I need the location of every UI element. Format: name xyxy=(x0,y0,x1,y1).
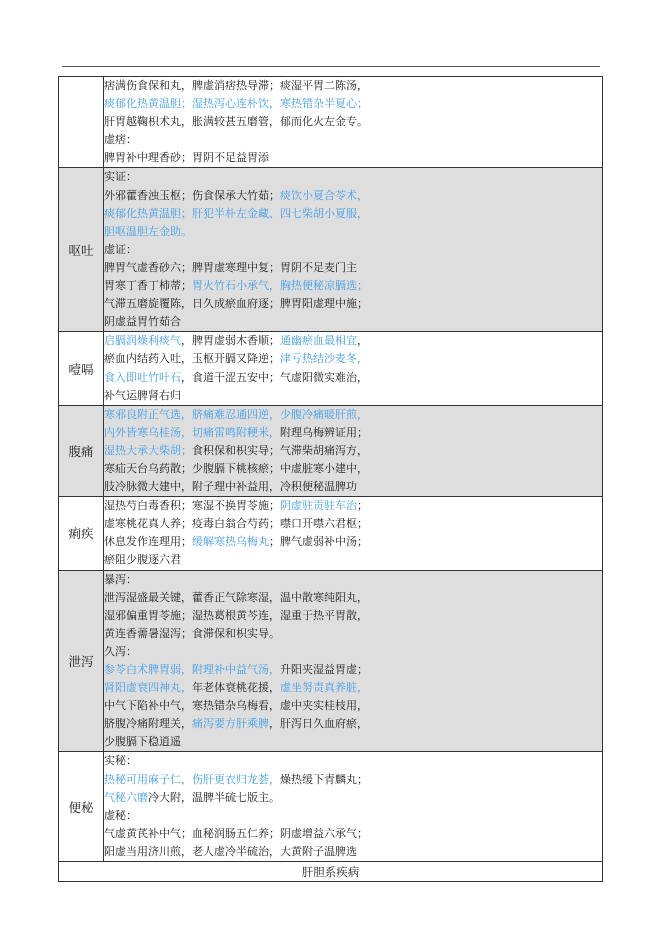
highlighted-segment: 气秘六磨 xyxy=(104,790,148,804)
text-segment: 痞满伤食保和丸，脾虚消痞热导滞；痰湿平胃二陈汤， xyxy=(104,79,368,92)
formula-content xyxy=(104,497,603,570)
text-segment: 燥热缓下青麟丸； xyxy=(280,772,368,786)
text-segment: 虚秘： xyxy=(104,808,137,822)
text-line xyxy=(104,607,602,625)
formula-content xyxy=(104,168,603,332)
text-line xyxy=(104,661,602,679)
text-line xyxy=(104,697,602,715)
text-segment: 阴虚益胃竹茹合 xyxy=(104,315,181,329)
highlighted-segment: 湿热大承大柴胡； xyxy=(104,443,192,457)
disease-label: 噎嗝 xyxy=(59,332,104,405)
text-line xyxy=(104,187,602,205)
text-segment: 气滞五磨旋覆陈，日久成瘀血府逐；脾胃阳虚理中施； xyxy=(104,297,368,311)
text-segment: 升阳夹湿益胃虚； xyxy=(280,663,368,676)
disease-label: 便秘 xyxy=(59,752,104,862)
highlighted-segment: 痛泻要方肝乘脾 xyxy=(192,717,269,731)
text-segment: 黄连香薷暑湿泻；食滞保和枳实导。 xyxy=(104,626,280,640)
text-line xyxy=(104,843,602,861)
text-segment: 脾胃补中理香砂；胃阴不足益胃添 xyxy=(104,151,269,165)
text-segment: 补气运脾肾右归 xyxy=(104,388,181,402)
highlighted-segment: 痰郁化热黄温胆；湿热泻心连朴饮，寒热错杂半夏心； xyxy=(104,97,368,111)
highlighted-segment: 痰饮小夏合苓术， xyxy=(280,188,368,202)
text-line xyxy=(104,825,602,843)
text-line xyxy=(104,533,602,551)
text-line xyxy=(104,679,602,697)
text-segment: 休息发作连理用； xyxy=(104,535,192,549)
text-line xyxy=(104,424,602,442)
formula-content xyxy=(104,405,603,496)
text-line xyxy=(104,715,602,733)
text-segment: 久泻： xyxy=(104,644,137,658)
disease-label xyxy=(59,77,104,168)
text-segment: 实秘： xyxy=(104,754,137,768)
text-line xyxy=(104,571,602,589)
text-segment: 食积保和枳实导；气滞柴胡痛泻方， xyxy=(192,443,368,457)
disease-label: 呕吐 xyxy=(59,168,104,332)
formula-table xyxy=(58,76,603,882)
text-line xyxy=(104,752,602,770)
text-segment: 肝胃越鞠枳术丸，胀满较甚五磨管，郁而化火左金专。 xyxy=(104,115,368,129)
text-line xyxy=(104,277,602,295)
table-row xyxy=(59,332,603,405)
text-segment: 瘀阻少腹逐六君 xyxy=(104,553,181,567)
text-segment: 瘀血内结药入吐，玉枢开膈又降逆； xyxy=(104,352,280,366)
highlighted-segment: 胃火竹石小承气，胸热便秘凉膈选； xyxy=(192,279,368,293)
text-segment: 附理乌梅辨证用； xyxy=(280,425,368,439)
text-line xyxy=(104,350,602,368)
highlighted-segment: 痰郁化热黄温胆；肝犯半朴左金藏、四七柴胡小夏服， xyxy=(104,206,368,220)
text-line xyxy=(104,149,602,167)
text-segment: ，肝泻日久血府瘀， xyxy=(269,717,368,731)
text-segment: 实证： xyxy=(104,170,137,184)
text-segment: 湿热芍白毒香积；寒湿不换胃苓施； xyxy=(104,499,280,513)
text-line xyxy=(104,131,602,149)
highlighted-segment: 启膈润燥利痰气 xyxy=(104,334,181,348)
text-line xyxy=(104,551,602,569)
text-line xyxy=(104,625,602,643)
text-segment: 年老体衰桃花援， xyxy=(192,681,280,695)
table-row xyxy=(59,405,603,496)
disease-label: 泄泻 xyxy=(59,570,104,752)
text-line xyxy=(104,205,602,223)
text-segment: ； xyxy=(357,499,368,513)
text-line xyxy=(104,789,602,807)
text-line xyxy=(104,478,602,496)
text-line xyxy=(104,241,602,259)
highlighted-segment: 食入即吐竹叶石 xyxy=(104,370,181,384)
text-line xyxy=(104,460,602,478)
highlighted-segment: 阴虚驻贡驻车治 xyxy=(280,499,357,513)
text-line xyxy=(104,515,602,533)
table-row xyxy=(59,77,603,168)
text-segment: 虚痞： xyxy=(104,133,137,147)
table-row xyxy=(59,570,603,752)
table-row xyxy=(59,752,603,862)
formula-content xyxy=(104,752,603,862)
formula-content xyxy=(104,332,603,405)
text-segment: 外邪藿香浊玉枢；伤食保承大竹茹； xyxy=(104,188,280,202)
formula-content xyxy=(104,77,603,168)
text-segment: 气虚黄芪补中气；血秘润肠五仁养；阴虚增益六承气； xyxy=(104,826,368,840)
disease-label: 痢疾 xyxy=(59,497,104,570)
text-segment: 胃寒丁香丁柿蒂； xyxy=(104,279,192,293)
text-segment: 脾胃气虚香砂六；脾胃虚寒理中复；胃阴不足麦门主 xyxy=(104,260,357,274)
section-footer-row xyxy=(59,862,603,882)
text-line xyxy=(104,442,602,460)
text-segment: 阳虚当用济川煎，老人虚冷半硫治，大黄附子温脾选 xyxy=(104,844,357,858)
text-segment: 肢冷脉微大建中，附子理中补益用，冷积便秘温脾功 xyxy=(104,480,357,494)
text-line xyxy=(104,313,602,331)
text-segment: 湿邪偏重胃苓施；湿热葛根黄芩连，湿重于热平胃散， xyxy=(104,608,368,622)
text-segment: ，脾胃虚弱木香顺； xyxy=(181,334,280,348)
formula-content xyxy=(104,570,603,752)
highlighted-segment: 肾阳虚衰四神丸， xyxy=(104,681,192,695)
text-line xyxy=(104,807,602,825)
text-line xyxy=(104,113,602,131)
text-line xyxy=(104,259,602,277)
text-line xyxy=(104,95,602,113)
section-title: 肝胆系疾病 xyxy=(59,862,603,882)
text-line xyxy=(104,497,602,515)
text-segment: ；脾气虚弱补中汤； xyxy=(269,535,368,549)
text-segment: 虚证： xyxy=(104,242,137,256)
table-body xyxy=(59,77,603,882)
text-line xyxy=(104,387,602,405)
header-rule xyxy=(62,66,600,67)
text-segment: 寒疝天台乌药散；少腹膈下桃核瘀；中虚脏寒小建中， xyxy=(104,461,368,475)
highlighted-segment: 参苓白术脾胃弱，附理补中益气汤， xyxy=(104,663,280,676)
text-segment: 中气下陷补中气，寒热错杂乌梅看，虚中夹实桂枝用， xyxy=(104,699,368,713)
text-line xyxy=(104,589,602,607)
highlighted-segment: 通幽瘀血最相宜 xyxy=(280,334,357,348)
text-segment: 冷大附，温脾半硫七版主。 xyxy=(148,790,280,804)
text-line xyxy=(104,295,602,313)
text-line xyxy=(104,643,602,661)
text-line xyxy=(104,223,602,241)
table-row xyxy=(59,497,603,570)
text-segment: 虚寒桃花真人养；疫毒白翁合芍药；噤口开噤六君枢； xyxy=(104,517,368,531)
text-line xyxy=(104,77,602,95)
text-segment: 暴泻： xyxy=(104,572,137,586)
highlighted-segment: 热秘可用麻子仁，伤肝更衣归龙荟， xyxy=(104,772,280,786)
highlighted-segment: 胆呕温胆左金助。 xyxy=(104,224,192,238)
text-segment: ，食道干涩五安中；气虚阳微实难治， xyxy=(181,370,368,384)
text-line xyxy=(104,406,602,424)
text-line xyxy=(104,369,602,387)
disease-label: 腹痛 xyxy=(59,405,104,496)
highlighted-segment: 寒邪良附正气选，脐痛难忍通四逆，少腹冷痛暖肝煎， xyxy=(104,407,368,421)
text-segment: 少腹膈下稳逍遥 xyxy=(104,735,181,749)
highlighted-segment: 虚坐努责真养脏， xyxy=(280,681,368,695)
text-segment: ， xyxy=(357,334,368,348)
text-segment: 脐腹冷痛附理关， xyxy=(104,717,192,731)
text-line xyxy=(104,733,602,751)
text-line xyxy=(104,332,602,350)
text-line xyxy=(104,771,602,789)
text-segment: 泄泻湿盛最关键，藿香正气除寒湿，温中散寒纯阳丸， xyxy=(104,590,368,604)
highlighted-segment: 内外皆寒乌桂汤，切痛雷鸣附粳米， xyxy=(104,425,280,439)
text-line xyxy=(104,168,602,186)
highlighted-segment: 津亏热结沙麦冬， xyxy=(280,352,368,366)
highlighted-segment: 缓解寒热乌梅丸 xyxy=(192,535,269,549)
table-row xyxy=(59,168,603,332)
